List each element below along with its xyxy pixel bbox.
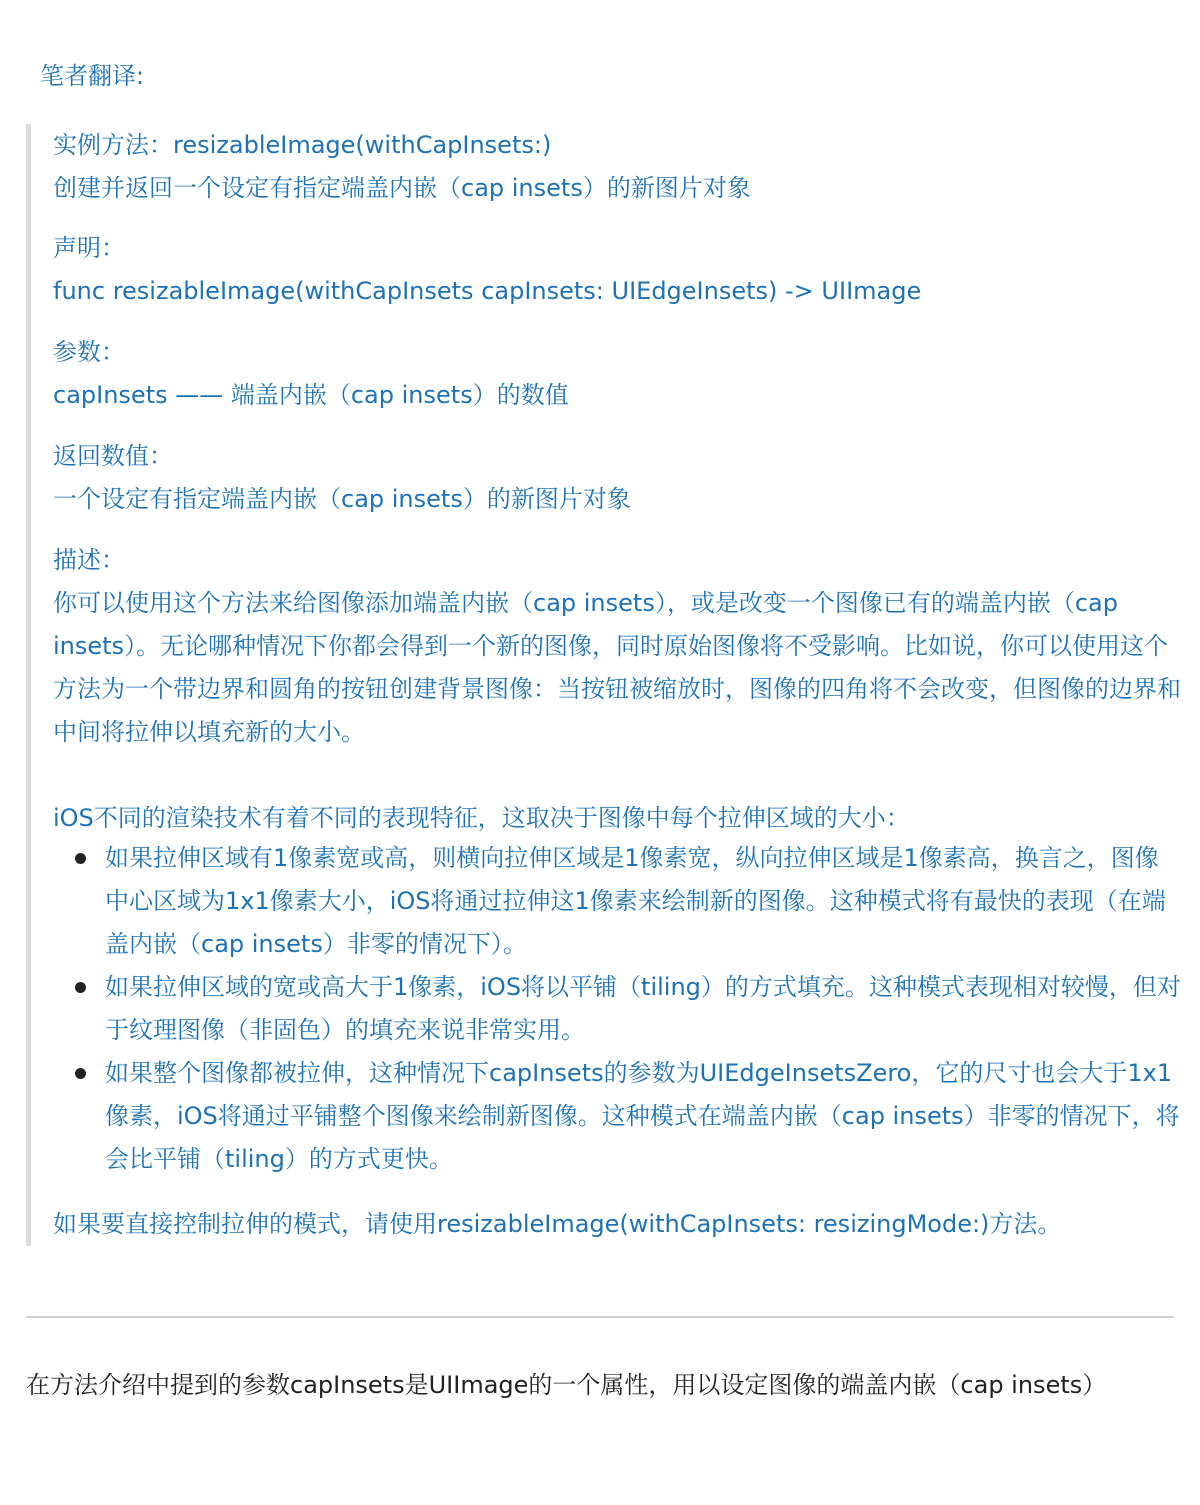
- closing-note: 如果要直接控制拉伸的模式，请使用resizableImage(withCapInsets: resizingMode:)方法。: [53, 1210, 1062, 1238]
- parameters-text: capInsets —— 端盖内嵌（cap insets）的数值: [53, 381, 569, 409]
- bullet-icon: [75, 1068, 86, 1079]
- parameters-label: 参数：: [53, 338, 125, 366]
- return-label: 返回数值：: [53, 442, 173, 470]
- bullet-icon: [75, 982, 86, 993]
- list-item-text: 如果拉伸区域的宽或高大于1像素，iOS将以平铺（tiling）的方式填充。这种模式表现相对较慢，但对于纹理图像（非固色）的填充来说非常实用。: [105, 973, 1181, 1044]
- method-title: 实例方法：resizableImage(withCapInsets:): [53, 131, 552, 159]
- rendering-modes-list: [53, 837, 1181, 1181]
- list-item: [53, 837, 1181, 966]
- declaration-label: 声明：: [53, 234, 125, 262]
- list-item-text: 如果整个图像都被拉伸，这种情况下capInsets的参数为UIEdgeInsetsZero，它的尺寸也会大于1x1像素，iOS将通过平铺整个图像来绘制新图像。这种模式在端盖内嵌（cap insets）非零的情况下，将会比平铺（tiling）的方式更快。: [105, 1059, 1180, 1173]
- list-item: [53, 1052, 1181, 1181]
- outro-paragraph: 在方法介绍中提到的参数capInsets是UIImage的一个属性，用以设定图像的端盖内嵌（cap insets）: [26, 1371, 1107, 1399]
- translation-heading: 笔者翻译:: [40, 62, 145, 90]
- divider: [26, 1316, 1174, 1318]
- list-item: [53, 966, 1181, 1052]
- description-text: 你可以使用这个方法来给图像添加端盖内嵌（cap insets），或是改变一个图像已有的端盖内嵌（cap insets）。无论哪种情况下你都会得到一个新的图像，同时原始图像将不受影响。比如说，你可以使用这个方法为一个带边界和圆角的按钮创建背景图像：当按钮被缩放时，图像的四角将不会改变，但图像的边界和中间将拉伸以填充新的大小。: [53, 589, 1181, 746]
- ios-intro: iOS不同的渲染技术有着不同的表现特征，这取决于图像中每个拉伸区域的大小：: [53, 804, 910, 832]
- blockquote: [26, 124, 1181, 1246]
- list-item-text: 如果拉伸区域有1像素宽或高，则横向拉伸区域是1像素宽，纵向拉伸区域是1像素高，换言之，图像中心区域为1x1像素大小，iOS将通过拉伸这1像素来绘制新的图像。这种模式将有最快的表现（在端盖内嵌（cap insets）非零的情况下）。: [105, 844, 1166, 958]
- bullet-icon: [75, 853, 86, 864]
- return-text: 一个设定有指定端盖内嵌（cap insets）的新图片对象: [53, 485, 631, 513]
- declaration-code: func resizableImage(withCapInsets capInsets: UIEdgeInsets) -> UIImage: [53, 277, 922, 305]
- description-label: 描述：: [53, 546, 125, 574]
- method-summary: 创建并返回一个设定有指定端盖内嵌（cap insets）的新图片对象: [53, 174, 751, 202]
